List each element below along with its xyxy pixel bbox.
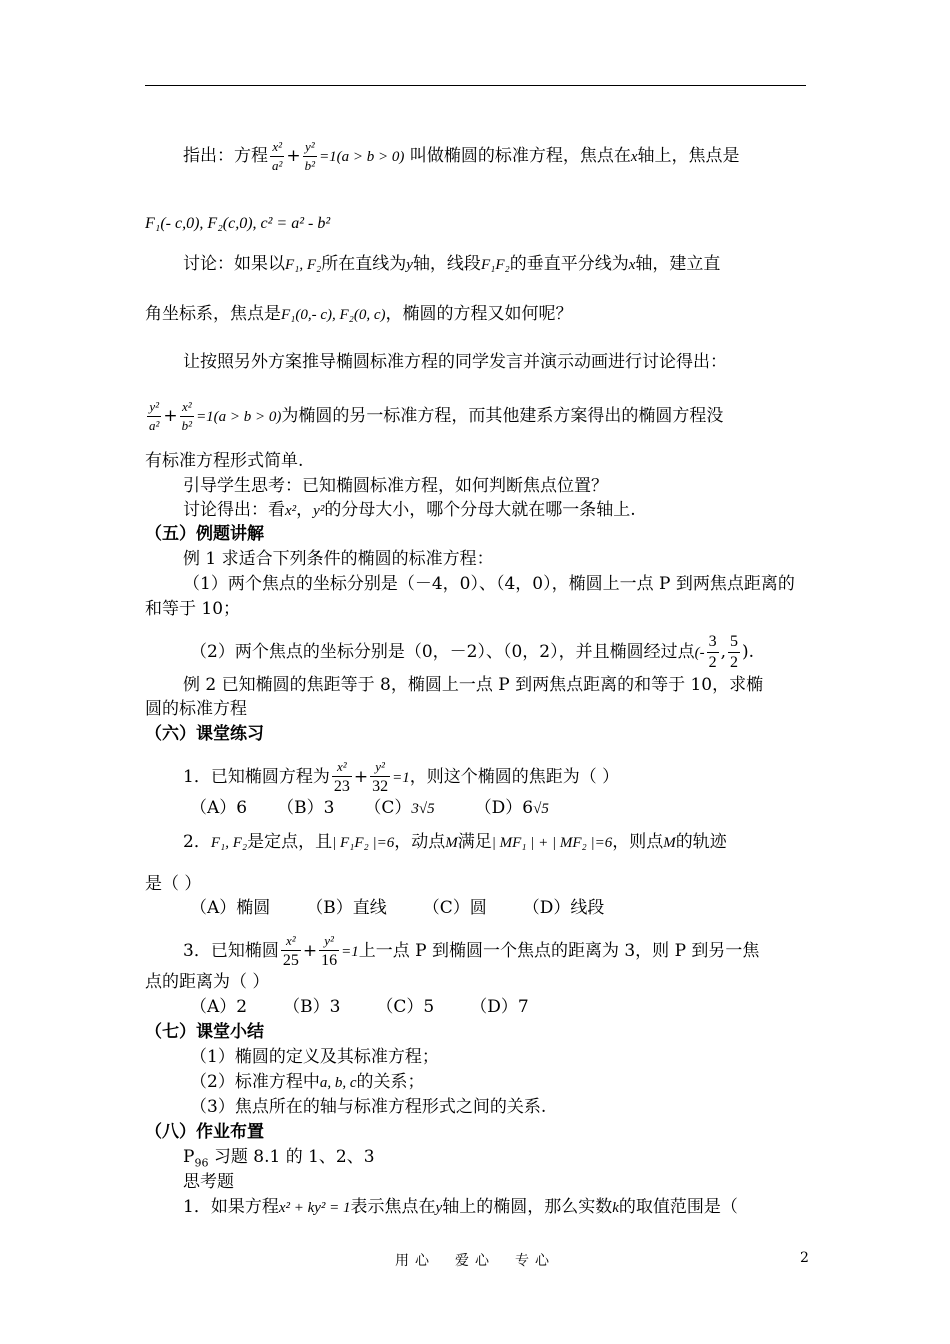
text-line: 1．已知椭圆方程为 $\frac{\text{x²}}{23}$ + $\frac{\text{y²}}{32}$ =1，则这个椭圆的焦距为（ ） bbox=[183, 759, 620, 795]
text-line: 引导学生思考：已知椭圆标准方程，如何判断焦点位置？ bbox=[183, 476, 608, 496]
text: 指出：方程 bbox=[183, 146, 268, 166]
text-line: 讨论得出：看x²，y²的分母大小，哪个分母大就在哪一条轴上. bbox=[183, 500, 636, 520]
text-line: 角坐标系，焦点是F₁(0,- c), F₂(0, c)，椭圆的方程又如何呢？ bbox=[145, 304, 573, 324]
text-line: 指出：方程 $\frac{\text{x²}}{\text{a²}}$ + $\frac{\text{y²}}{\text{b²}}$ =1(a > b > 0) 叫做椭圆的标准方程，焦点在x轴上，焦点是 bbox=[183, 139, 740, 173]
text-line: 3．已知椭圆 $\frac{\text{x²}}{25}$ + $\frac{\text{y²}}{16}$ =1上一点 P 到椭圆一个焦点的距离为 3，则 P 到另一焦 bbox=[183, 933, 760, 969]
page-footer: 用心 爱心 专心 bbox=[395, 1253, 555, 1269]
text-line: （2）标准方程中a, b, c的关系； bbox=[190, 1072, 425, 1092]
header-rule bbox=[145, 85, 806, 86]
text: 叫做椭圆的标准方程，焦点在 bbox=[409, 146, 631, 166]
section-heading: （六）课堂练习 bbox=[145, 724, 264, 744]
text-line: （2）两个焦点的坐标分别是（0，－2）、（0，2），并且椭圆经过点(- $\frac{3}{2}$ , $\frac{5}{2}$ ). bbox=[190, 633, 755, 671]
text-line: 和等于 10； bbox=[145, 599, 241, 619]
text-line: 思考题 bbox=[183, 1172, 234, 1192]
text-line: 有标准方程形式简单. bbox=[145, 451, 304, 471]
text-line: $P_{96}$ 习题 8.1 的 1、2、3 bbox=[183, 1147, 375, 1170]
options-row: （A）椭圆 （B）直线 （C）圆 （D）线段 bbox=[190, 898, 605, 918]
text-line: 点的距离为（ ） bbox=[145, 972, 270, 992]
options-row: （A）2 （B）3 （C）5 （D）7 bbox=[190, 997, 529, 1017]
text-line: （1）椭圆的定义及其标准方程； bbox=[190, 1047, 439, 1067]
fraction: $\frac{\text{x²}}{\text{a²}}$ bbox=[272, 139, 283, 173]
math-line: F₁(- c,0), F₂(c,0), c² = a² - b² bbox=[145, 215, 331, 232]
text-line: 例 1 求适合下列条件的椭圆的标准方程： bbox=[183, 549, 494, 569]
section-heading: （八）作业布置 bbox=[145, 1122, 264, 1142]
text-line: 让按照另外方案推导椭圆标准方程的同学发言并演示动画进行讨论得出： bbox=[183, 352, 727, 372]
math: =1(a > b > 0) bbox=[319, 149, 405, 165]
text-line: 是（ ） bbox=[145, 874, 202, 894]
text-line: （1）两个焦点的坐标分别是（－4，0）、（4，0），椭圆上一点 P 到两焦点距离的 bbox=[183, 574, 795, 594]
text-line: $\frac{\text{y²}}{\text{a²}}$ + $\frac{\text{x²}}{\text{b²}}$ =1(a > b > 0)为椭圆的另一标准方程，而其他建系方案得出的椭圆方程没 bbox=[149, 399, 724, 433]
text-line: 例 2 已知椭圆的焦距等于 8，椭圆上一点 P 到两焦点距离的和等于 10，求椭 bbox=[183, 675, 764, 695]
text-line: （3）焦点所在的轴与标准方程形式之间的关系. bbox=[190, 1097, 547, 1117]
text-line: 2．F₁, F₂是定点，且| F₁F₂ |=6，动点M满足| MF₁ | + | MF₂ |=6，则点M的轨迹 bbox=[183, 832, 727, 852]
text-line: 1．如果方程x² + ky² = 1表示焦点在y轴上的椭圆，那么实数k的取值范围是（ bbox=[183, 1197, 738, 1217]
text-line: 讨论：如果以F₁, F₂所在直线为y轴，线段F₁F₂的垂直平分线为x轴，建立直 bbox=[183, 254, 721, 274]
fraction: $\frac{\text{y²}}{\text{b²}}$ bbox=[304, 139, 316, 173]
text-line: 圆的标准方程 bbox=[145, 699, 247, 719]
text: 轴上，焦点是 bbox=[637, 146, 740, 166]
page-number: 2 bbox=[800, 1250, 809, 1266]
section-heading: （五）例题讲解 bbox=[145, 524, 264, 544]
options-row: （A）6 （B）3 （C）3√5 （D）6√5 bbox=[190, 798, 549, 818]
section-heading: （七）课堂小结 bbox=[145, 1022, 264, 1042]
